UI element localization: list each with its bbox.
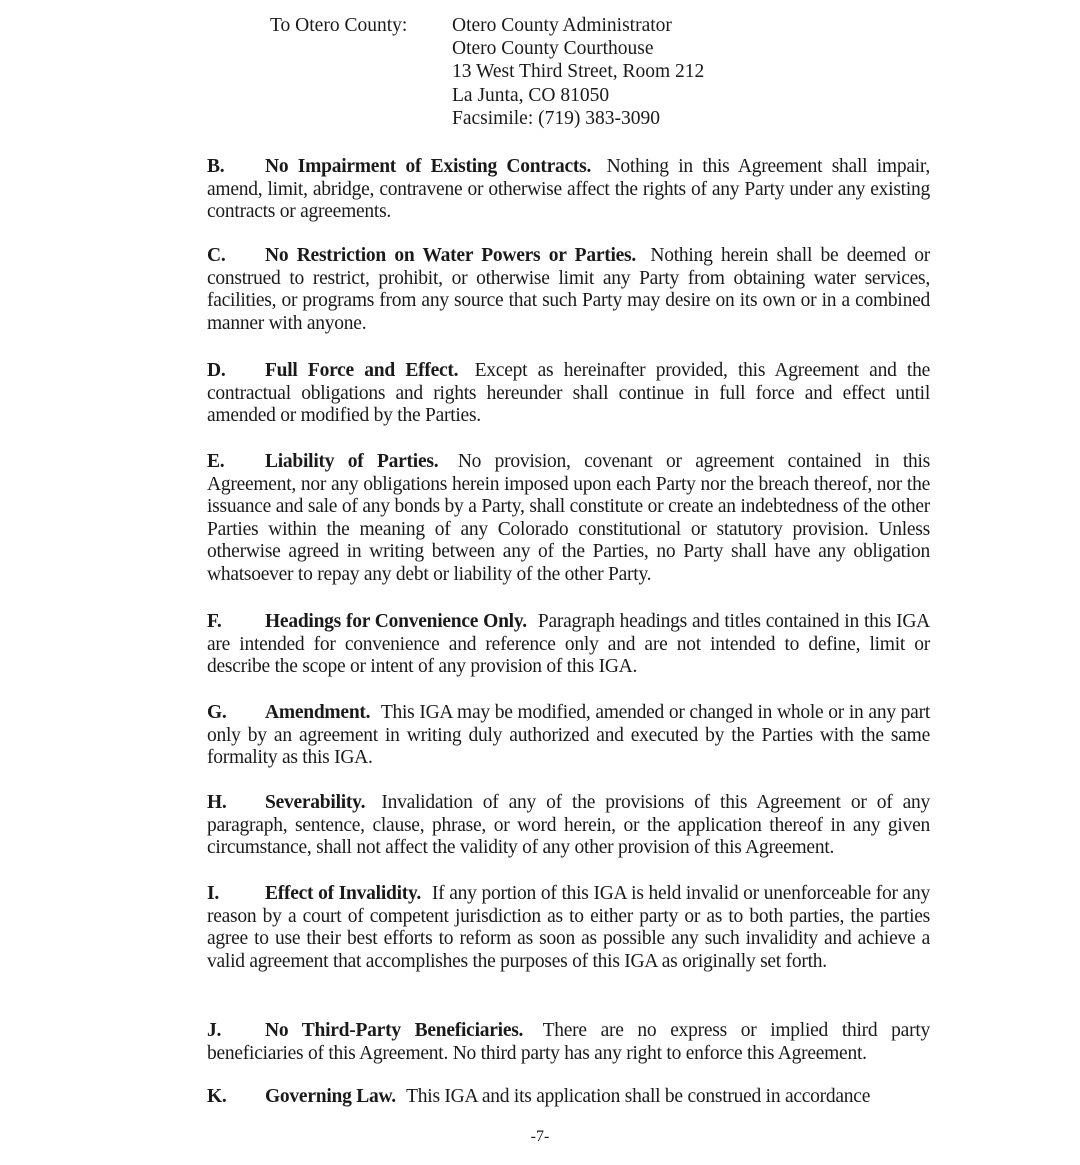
section-letter: D. — [207, 360, 226, 381]
section-body: This IGA and its application shall be construed in accordance — [406, 1086, 871, 1107]
section-letter: F. — [207, 611, 222, 632]
section-d — [207, 360, 930, 428]
section-letter: G. — [207, 702, 227, 723]
address-line: La Junta, CO 81050 — [452, 84, 610, 106]
page-number: -7- — [530, 1128, 550, 1145]
address-line: 13 West Third Street, Room 212 — [452, 61, 705, 83]
section-body: There are no express or implied third party beneficiaries of this Agreement. No third party has any right to enforce this Agreement. — [207, 1020, 930, 1064]
section-body: If any portion of this IGA is held invalid or unenforceable for any reason by a court of competent jurisdiction as to either party or as to both parties, the parties agree to use their best efforts to reform as soon as possible any such invalidity and achieve a valid agreement that accomplishes the purposes of this IGA as originally set forth. — [207, 883, 930, 972]
section-heading: Headings for Convenience Only. — [265, 611, 527, 632]
section-g — [207, 702, 930, 770]
section-h — [207, 792, 930, 860]
section-letter: J. — [207, 1020, 222, 1041]
section-letter: H. — [207, 792, 227, 813]
section-letter: I. — [207, 883, 219, 904]
section-body: Invalidation of any of the provisions of this Agreement or of any paragraph, sentence, clause, phrase, or word herein, or the application thereof in any given circumstance, shall not affect the validity of any other provision of this Agreement. — [207, 792, 931, 859]
section-body: Except as hereinafter provided, this Agreement and the contractual obligations and rights hereunder shall continue in full force and effect until amended or modified by the Parties. — [207, 360, 931, 427]
section-k — [207, 1086, 930, 1109]
section-body: No provision, covenant or agreement contained in this Agreement, nor any obligations herein imposed upon each Party nor the breach thereof, nor the issuance and sale of any bonds by a Party, shall constitute or create an indebtedness of the other Parties within the meaning of any Colorado constitutional or statutory provision. Unless otherwise agreed in writing between any of the Parties, no Party shall have any obligation whatsoever to repay any debt or liability of the other Party. — [207, 451, 931, 585]
section-heading: Effect of Invalidity. — [265, 883, 422, 904]
section-body: This IGA may be modified, amended or changed in whole or in any part only by an agreement in writing duly authorized and executed by the Parties with the same formality as this IGA. — [207, 702, 930, 769]
section-heading: Liability of Parties. — [265, 451, 439, 472]
section-heading: No Third-Party Beneficiaries. — [265, 1020, 524, 1041]
section-heading: No Restriction on Water Powers or Parties. — [265, 245, 637, 266]
address-line: Otero County Administrator — [452, 15, 672, 36]
section-b — [207, 156, 930, 224]
section-letter: B. — [207, 156, 225, 177]
section-j — [207, 1020, 930, 1065]
section-c — [207, 245, 930, 335]
section-heading: Amendment. — [265, 702, 371, 723]
address-lines — [452, 14, 704, 130]
section-f — [207, 611, 930, 679]
section-e — [207, 451, 930, 587]
section-letter: K. — [207, 1086, 227, 1107]
address-line: Facsimile: (719) 383-3090 — [452, 107, 660, 129]
address-line: Otero County Courthouse — [452, 38, 654, 60]
section-letter: E. — [207, 451, 225, 472]
address-label: To Otero County: — [270, 15, 408, 36]
section-letter: C. — [207, 245, 226, 266]
section-heading: Severability. — [265, 792, 366, 813]
section-heading: No Impairment of Existing Contracts. — [265, 156, 592, 177]
section-body: Nothing herein shall be deemed or construed to restrict, prohibit, or otherwise limit any Party from obtaining water services, facilities, or programs from any source that such Party may desire on its own or in a combined manner with anyone. — [207, 245, 931, 334]
section-body: Nothing in this Agreement shall impair, amend, limit, abridge, contravene or otherwise affect the rights of any Party under any existing contracts or agreements. — [207, 156, 931, 223]
section-heading: Full Force and Effect. — [265, 360, 459, 381]
notice-address-block — [270, 14, 704, 130]
section-i — [207, 883, 930, 973]
section-body: Paragraph headings and titles contained in this IGA are intended for convenience and reference only and are not intended to define, limit or describe the scope or intent of any provision of this IGA. — [207, 611, 931, 678]
section-heading: Governing Law. — [265, 1086, 396, 1107]
